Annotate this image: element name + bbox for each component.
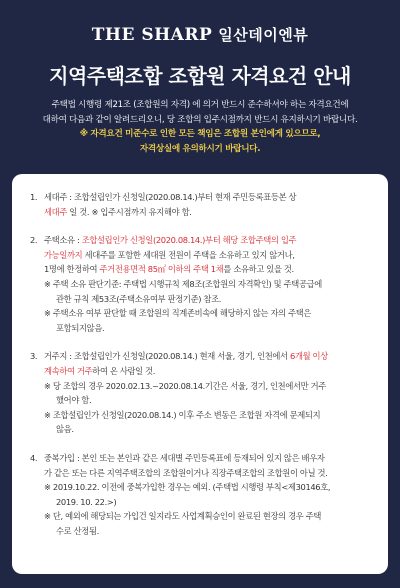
item-text: 주택소유 : <box>44 235 82 246</box>
warning-line: ※ 자격요건 미준수로 인한 모든 책임은 조합원 본인에게 있으므로, <box>79 129 321 139</box>
intro-line: 대하여 다음과 같이 알려드리오니, 당 조합의 입주시점까지 반드시 유지하시기 바랍니다. <box>42 114 358 125</box>
note-text: 관한 규칙 제53조(주택소유여부 판정기준) 참조. <box>56 293 222 304</box>
item-text: 거주지 : 조합설립인가 신청일(2020.08.14.) 현재 서울, 경기, 인천에서 <box>44 351 291 362</box>
item-body <box>44 190 370 219</box>
note-text: ※ 단, 예외에 해당되는 가입건 일지라도 사업계획승인이 완료된 현장의 경우 주택 <box>44 511 322 522</box>
note-text: 포함되지않음. <box>56 322 105 333</box>
intro-text <box>12 98 388 156</box>
requirement-house-ownership <box>30 233 370 335</box>
note-text: ※ 당 조합의 경우 2020.02.13.~2020.08.14.기간은 서울, 경기, 인천에서만 거주 <box>44 380 326 391</box>
item-text: 1명에 한정하여 <box>44 264 100 275</box>
item-line <box>44 205 370 220</box>
requirement-duplicate-membership <box>30 451 370 539</box>
item-number: 4. <box>30 452 38 463</box>
highlight-text: 조합설립인가 신청일(2020.08.14.)부터 해당 조합주택의 입주 <box>81 235 297 246</box>
note-text: ※ 2019.10.22. 이전에 중복가입한 경우는 예외. (주택법 시행령 부칙<제30146호, <box>44 482 331 493</box>
item-line: 중복가입 : 본인 또는 본인과 같은 세대별 주민등록표에 등재되어 있지 않은 배우자 <box>44 452 325 463</box>
intro-line: 주택법 시행령 제21조 (조합원의 자격) 에 의거 반드시 준수하셔야 하는 자격요건에 <box>51 100 349 110</box>
requirements-panel <box>12 174 388 574</box>
note-text: 2019. 10. 22.>) <box>56 496 117 507</box>
note-text: ※ 주택 소유 판단기준: 주택법 시행규칙 제8조(조합원의 자격확인) 및 주택공급에 <box>44 278 322 289</box>
item-text: 를 소유하고 있을 것. <box>223 264 294 275</box>
page-title: 지역주택조합 조합원 자격요건 안내 <box>49 64 351 88</box>
item-line <box>44 349 370 364</box>
item-note <box>44 379 370 408</box>
item-body <box>44 349 370 437</box>
highlight-text: 세대주 <box>44 206 67 217</box>
item-line <box>44 248 370 263</box>
item-note <box>44 408 370 437</box>
item-line: 가 같은 또는 다른 지역주택조합의 조합원이거나 직장주택조합의 조합원이 아닐 것. <box>44 467 328 478</box>
note-text: 않음. <box>56 424 74 435</box>
item-note <box>44 480 370 509</box>
item-text: 세대주를 포함한 세대원 전원이 주택을 소유하고 있지 않거나, <box>82 249 295 260</box>
requirement-householder <box>30 190 370 219</box>
item-line <box>44 262 370 277</box>
note-text: 했어야 함. <box>56 395 92 406</box>
highlight-text: 가능일까지 <box>44 249 83 260</box>
note-text: 수로 산정됨. <box>56 525 99 536</box>
item-text: 일 것. ※ 입주시점까지 유지해야 함. <box>67 206 192 217</box>
item-body <box>44 233 370 335</box>
item-note <box>44 509 370 538</box>
warning-line: 자격상실에 유의하시기 바랍니다. <box>139 143 261 154</box>
item-line <box>44 233 370 248</box>
note-text: ※ 주택소유 여부 판단할 때 조합원의 직계존비속에 해당하지 않는 자의 주택은 <box>44 308 312 319</box>
item-body <box>44 451 370 539</box>
highlight-text: 주거전용면적 85㎡ 이하의 주택 1채 <box>99 264 224 275</box>
requirement-residence <box>30 349 370 437</box>
item-note <box>44 277 370 306</box>
item-number: 2. <box>30 235 38 246</box>
item-line <box>44 364 370 379</box>
brand-name-en: THE SHARP <box>91 25 213 45</box>
item-text: 하여 온 사람일 것. <box>92 365 156 376</box>
brand-name-ko: 일산데이엔뷰 <box>218 26 309 44</box>
item-line: 세대주 : 조합설립인가 신청일(2020.08.14.)부터 현재 주민등록표등본 상 <box>44 192 297 202</box>
highlight-text: 계속하여 거주 <box>44 365 93 376</box>
note-text: ※ 조합설립인가 신청일(2020.08.14.) 이후 주소 변동은 조합원 자격에 문제되지 <box>44 409 321 420</box>
item-number: 1. <box>30 192 38 202</box>
highlight-text: 6개월 이상 <box>290 351 328 362</box>
item-number: 3. <box>30 351 38 362</box>
brand-logo <box>0 24 400 45</box>
item-note <box>44 306 370 335</box>
